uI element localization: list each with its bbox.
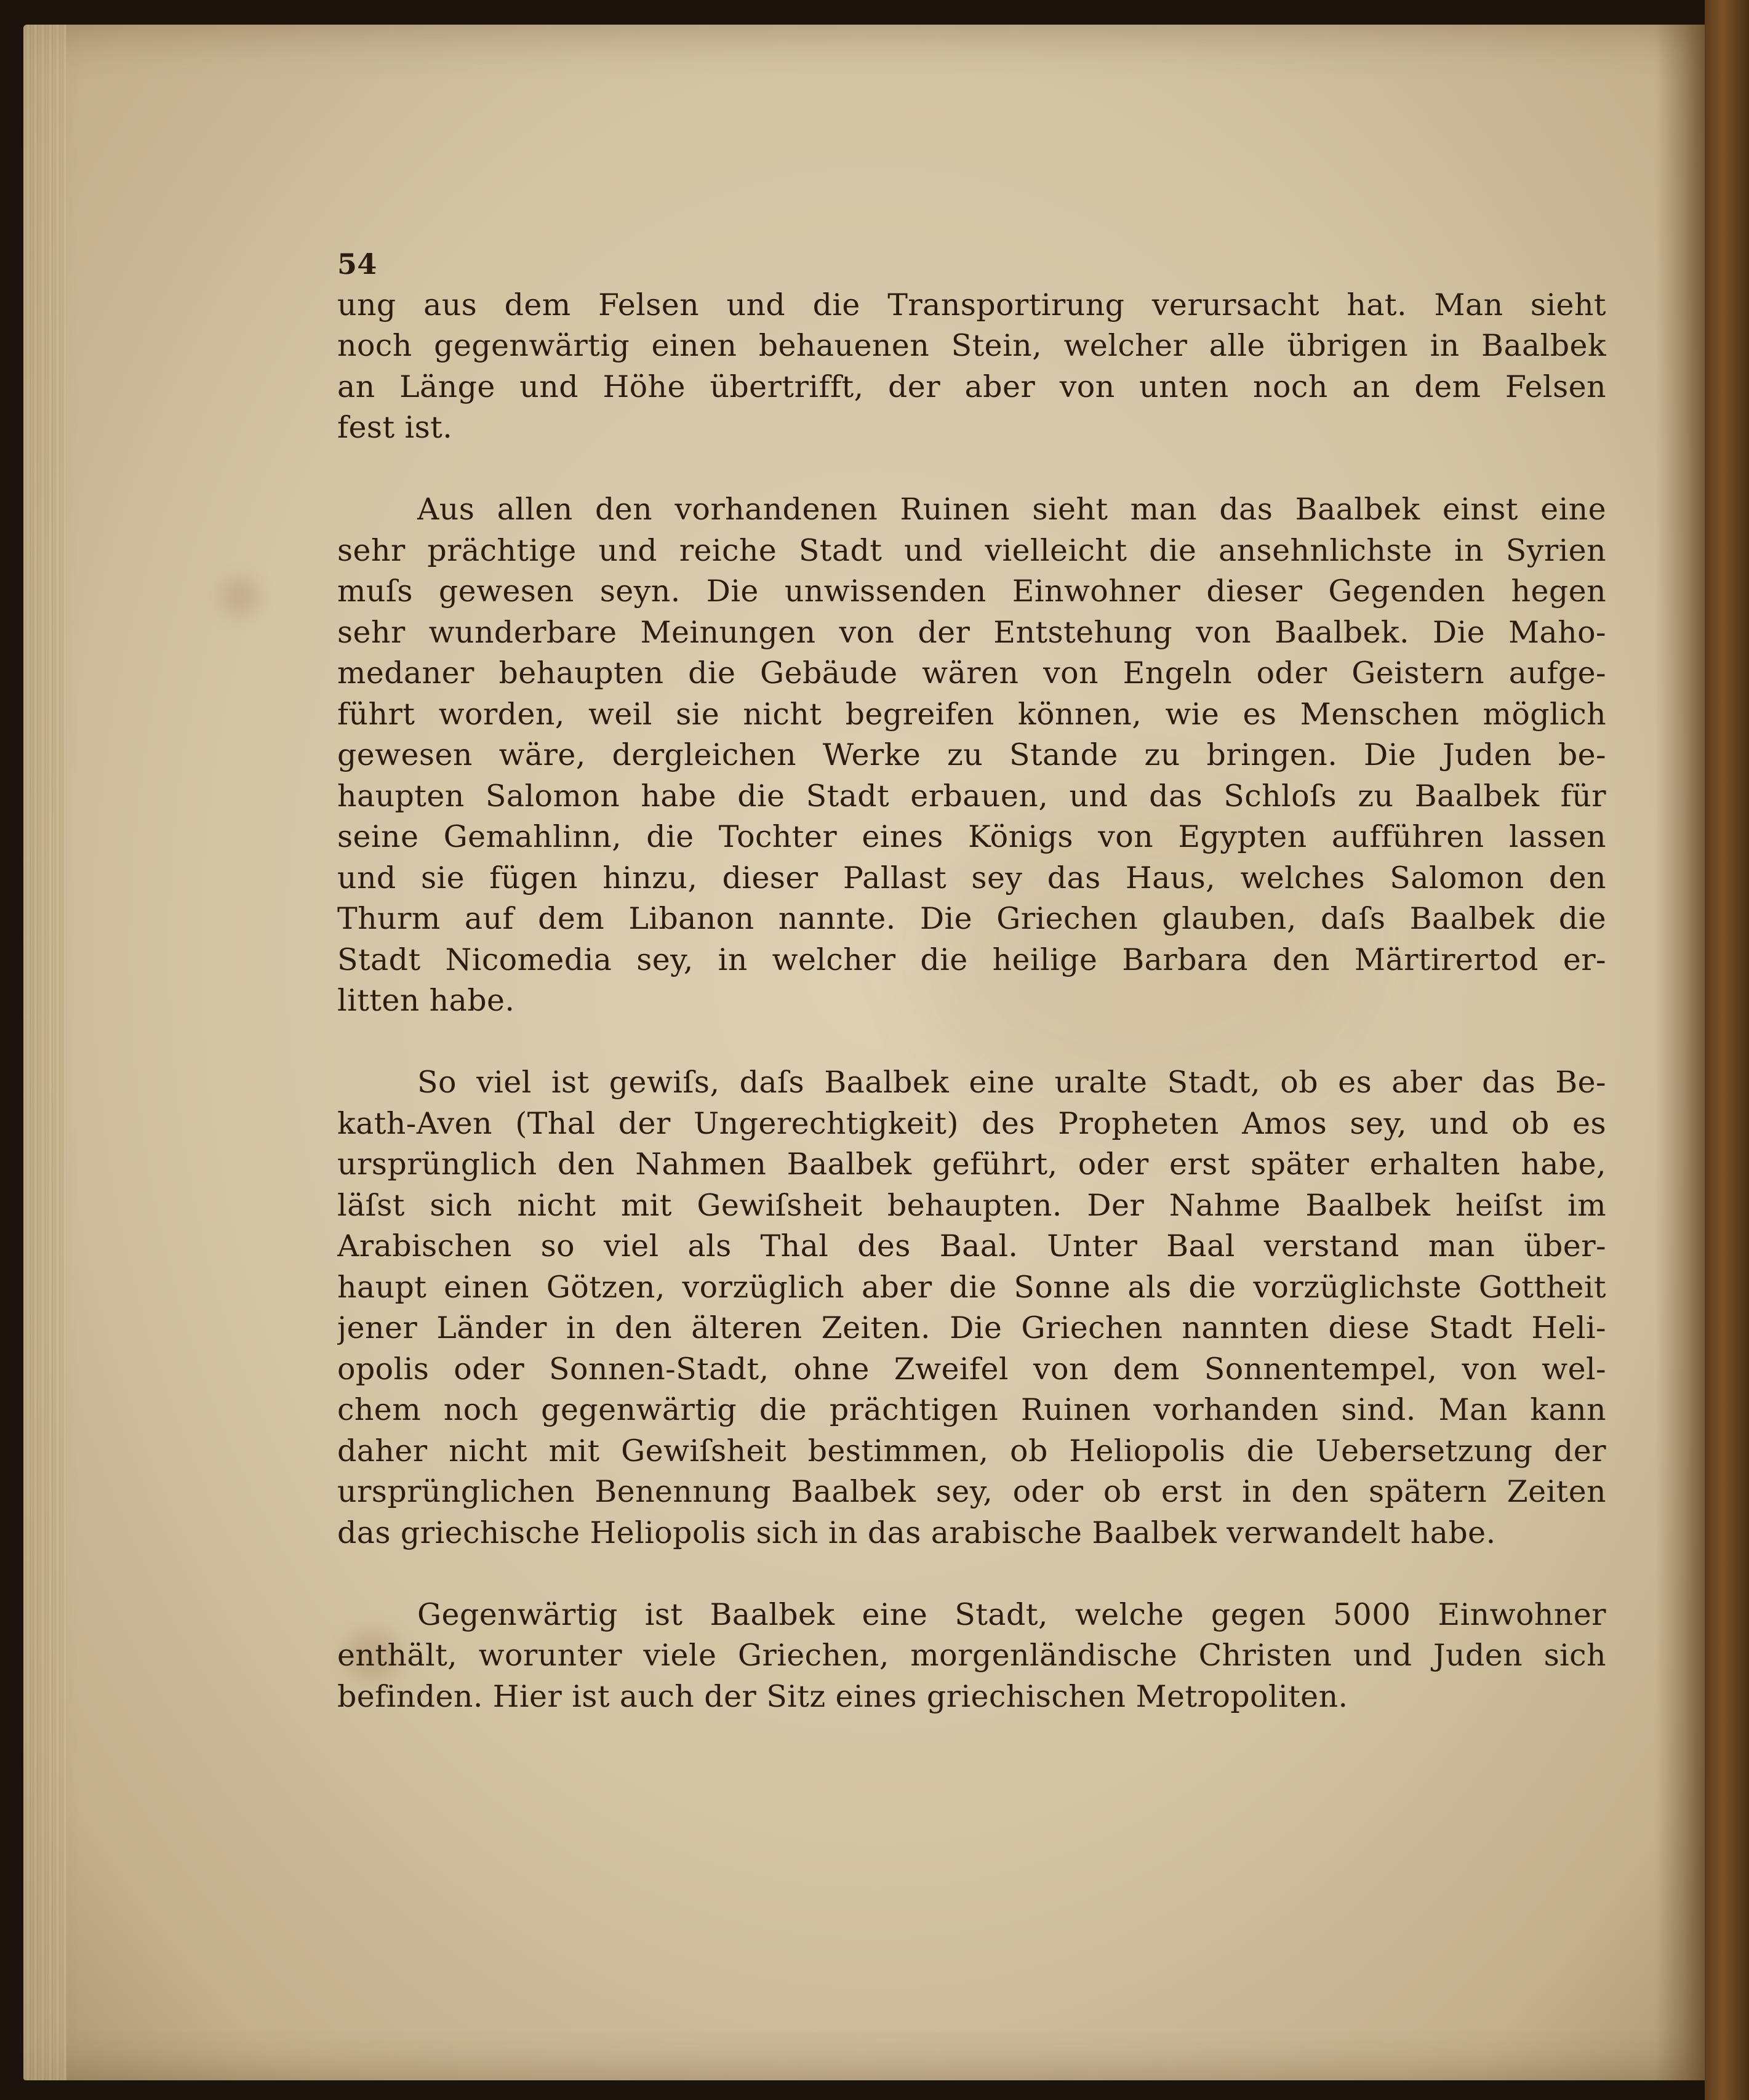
text-line: muſs gewesen seyn. Die unwissenden Einwohner dieser Gegenden hegen	[337, 574, 1606, 609]
text-line: fest ist.	[337, 410, 453, 445]
text-line: daher nicht mit Gewiſsheit bestimmen, ob Heliopolis die Uebersetzung der	[337, 1433, 1606, 1469]
text-line: Aus allen den vorhandenen Ruinen sieht man das Baalbek einst eine	[417, 492, 1606, 527]
text-line: führt worden, weil sie nicht begreifen können, wie es Menschen möglich	[337, 696, 1606, 732]
paragraph-gap	[337, 1553, 1606, 1595]
text-line: gewesen wäre, dergleichen Werke zu Stande zu bringen. Die Juden be-	[337, 737, 1606, 772]
text-line: an Länge und Höhe übertrifft, der aber von unten noch an dem Felsen	[337, 369, 1606, 404]
text-line: enthält, worunter viele Griechen, morgenländische Christen und Juden sich	[337, 1638, 1606, 1673]
text-line: Stadt Nicomedia sey, in welcher die heilige Barbara den Märtirertod er-	[337, 942, 1606, 977]
text-line: seine Gemahlinn, die Tochter eines Königs von Egypten aufführen lassen	[337, 819, 1606, 854]
text-block	[337, 244, 1606, 1717]
text-line: haupten Salomon habe die Stadt erbauen, und das Schloſs zu Baalbek für	[337, 778, 1606, 814]
paragraph-gap	[337, 449, 1606, 490]
paragraph-4	[337, 1595, 1606, 1718]
text-line: kath-Aven (Thal der Ungerechtigkeit) des Propheten Amos sey, und ob es	[337, 1105, 1606, 1141]
text-line: Arabischen so viel als Thal des Baal. Unter Baal verstand man über-	[337, 1228, 1606, 1264]
text-line: sehr wunderbare Meinungen von der Entstehung von Baalbek. Die Maho-	[337, 614, 1606, 650]
text-line: litten habe.	[337, 983, 515, 1018]
text-line: ursprünglichen Benennung Baalbek sey, oder ob erst in den spätern Zeiten	[337, 1474, 1606, 1509]
text-line: Gegenwärtig ist Baalbek eine Stadt, welche gegen 5000 Einwohner	[417, 1597, 1606, 1632]
paragraph-gap	[337, 1022, 1606, 1063]
text-line: ung aus dem Felsen und die Transportirung verursacht hat. Man sieht	[337, 287, 1606, 323]
text-line: und sie fügen hinzu, dieser Pallast sey das Haus, welches Salomon den	[337, 860, 1606, 896]
text-line: haupt einen Götzen, vorzüglich aber die Sonne als die vorzüglichste Gottheit	[337, 1269, 1606, 1305]
text-line: Thurm auf dem Libanon nannte. Die Griechen glauben, daſs Baalbek die	[337, 901, 1606, 936]
paragraph-2	[337, 489, 1606, 1022]
text-line: befinden. Hier ist auch der Sitz eines griechischen Metropoliten.	[337, 1678, 1348, 1714]
text-line: opolis oder Sonnen-Stadt, ohne Zweifel von dem Sonnentempel, von wel-	[337, 1351, 1606, 1387]
text-line: medaner behaupten die Gebäude wären von Engeln oder Geistern aufge-	[337, 655, 1606, 691]
ink-spot	[222, 579, 258, 615]
page-stack-edges	[23, 25, 66, 2080]
text-line: chem noch gegenwärtig die prächtigen Ruinen vorhanden sind. Man kann	[337, 1392, 1606, 1427]
text-line: läſst sich nicht mit Gewiſsheit behaupten. Der Nahme Baalbek heiſst im	[337, 1187, 1606, 1223]
text-line: ursprünglich den Nahmen Baalbek geführt, oder erst später erhalten habe,	[337, 1147, 1606, 1182]
book-spine	[1705, 0, 1749, 2100]
text-line: das griechische Heliopolis sich in das arabische Baalbek verwandelt habe.	[337, 1515, 1496, 1550]
text-line: So viel ist gewiſs, daſs Baalbek eine uralte Stadt, ob es aber das Be-	[417, 1065, 1606, 1100]
text-line: sehr prächtige und reiche Stadt und vielleicht die ansehnlichste in Syrien	[337, 532, 1606, 568]
text-line: jener Länder in den älteren Zeiten. Die Griechen nannten diese Stadt Heli-	[337, 1310, 1606, 1345]
paragraph-3	[337, 1062, 1606, 1553]
text-line: noch gegenwärtig einen behauenen Stein, welcher alle übrigen in Baalbek	[337, 328, 1606, 363]
page-number: 54	[337, 247, 377, 281]
paragraph-1	[337, 285, 1606, 449]
